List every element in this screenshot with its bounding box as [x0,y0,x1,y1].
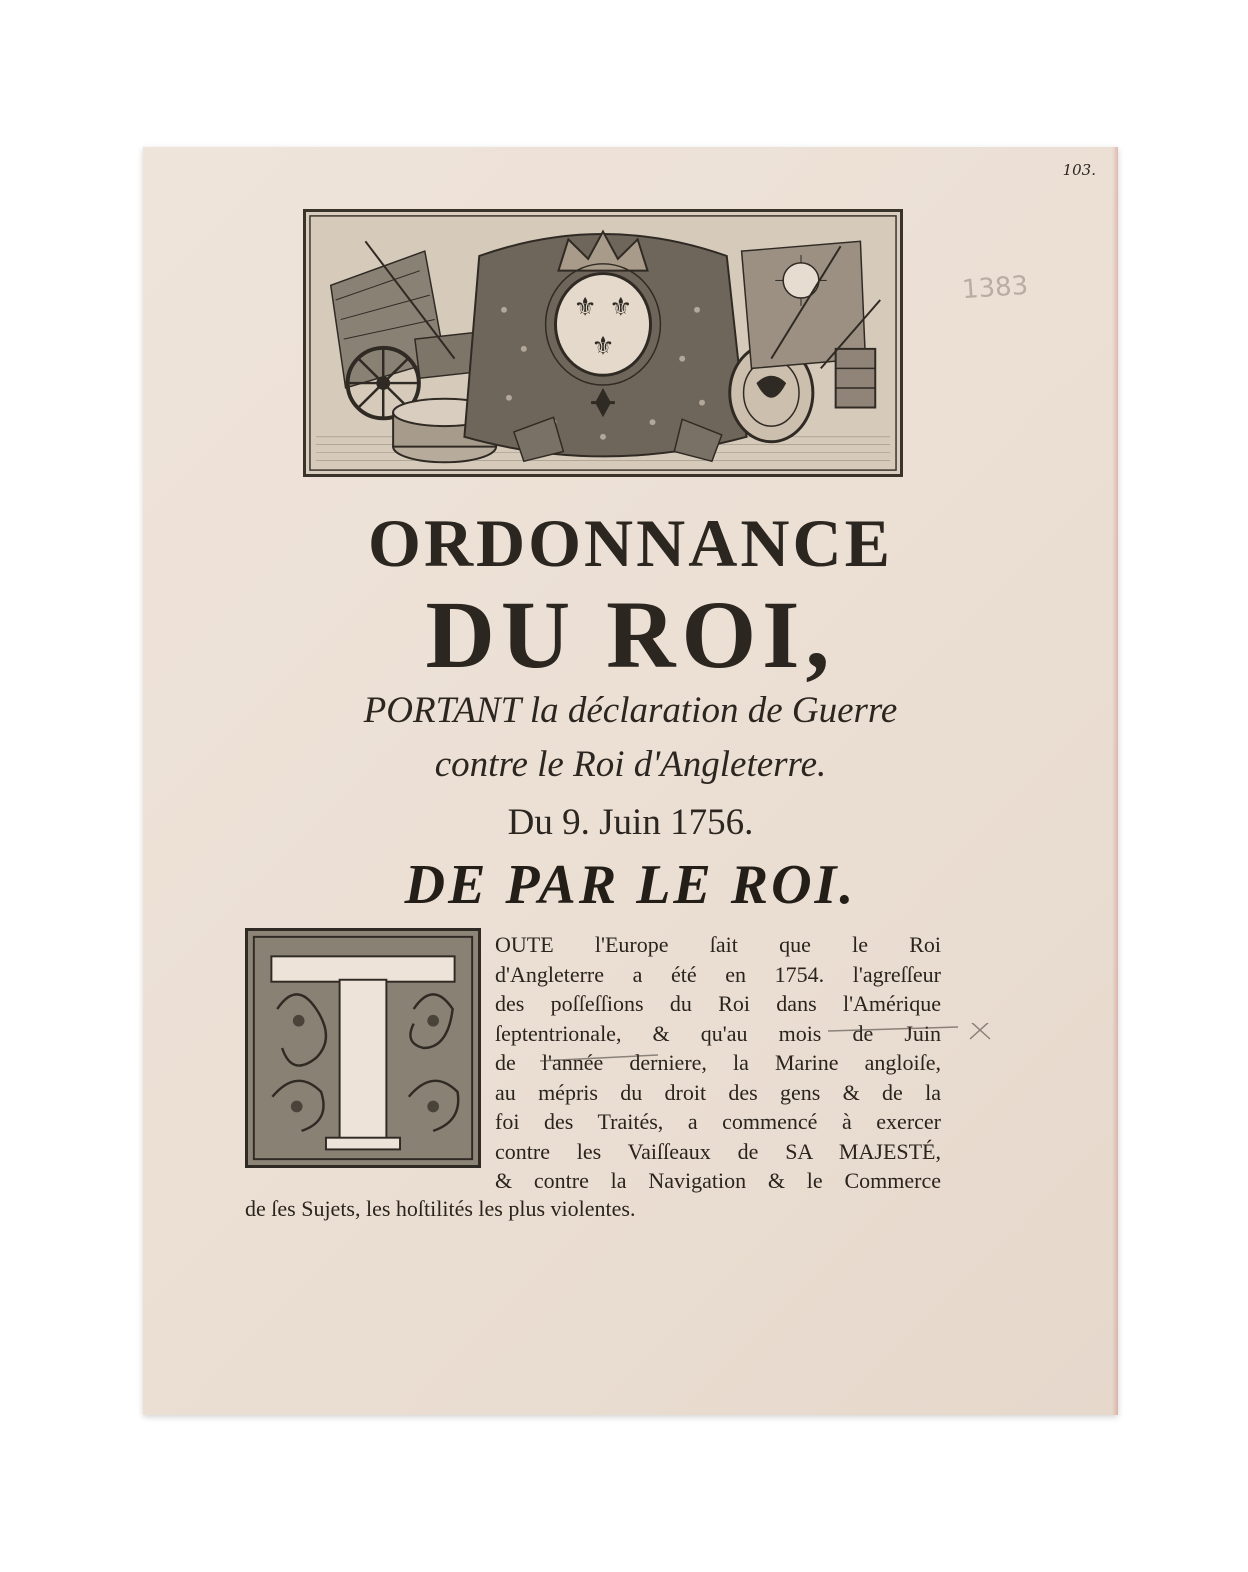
page-number: 103. [1062,161,1096,179]
body-line: & contre la Navigation & le Commerce [495,1168,941,1193]
svg-text:⚜: ⚜ [609,292,633,323]
body-line: contre les Vaiſſeaux de SA MAJESTÉ, [495,1138,941,1164]
body-line: ſeptentrionale, & qu'au mois de Juin [495,1020,941,1046]
body-line: d'Angleterre a été en 1754. l'agreſſeur [495,961,941,987]
body-line: au mépris du droit des gens & de la [495,1079,941,1105]
title-ordonnance: ORDONNANCE [368,505,893,581]
body-line: des poſſeſſions du Roi dans l'Amérique [495,991,941,1016]
drop-cap-ornament [245,928,481,1168]
heading-de-par-le-roi: DE PAR LE ROI. [404,854,857,916]
subtitle-line-1: PORTANT la déclaration de Guerre [363,690,898,731]
body-last-line: de ſes Sujets, les hoſtilités les plus violentes. [245,1196,636,1221]
pencil-annotation: 1383 [960,270,1029,306]
body-line: OUTE l'Europe ſait que le Roi [495,932,941,957]
date-line: Du 9. Juin 1756. [507,802,754,843]
title-du-roi: DU ROI, [425,581,836,688]
subtitle-line-2: contre le Roi d'Angleterre. [434,744,827,785]
document-page [143,147,1118,1415]
svg-text:⚜: ⚜ [591,331,615,362]
ornamental-initial-illustration [248,931,478,1165]
royal-arms-illustration [306,212,900,474]
royal-arms-woodcut [303,209,903,477]
body-line: foi des Traités, a commencé à exercer [495,1109,941,1134]
body-line: de l'année derniere, la Marine angloiſe, [495,1050,941,1075]
pencil-underline-mark [538,1023,998,1063]
svg-text:⚜: ⚜ [573,292,597,323]
